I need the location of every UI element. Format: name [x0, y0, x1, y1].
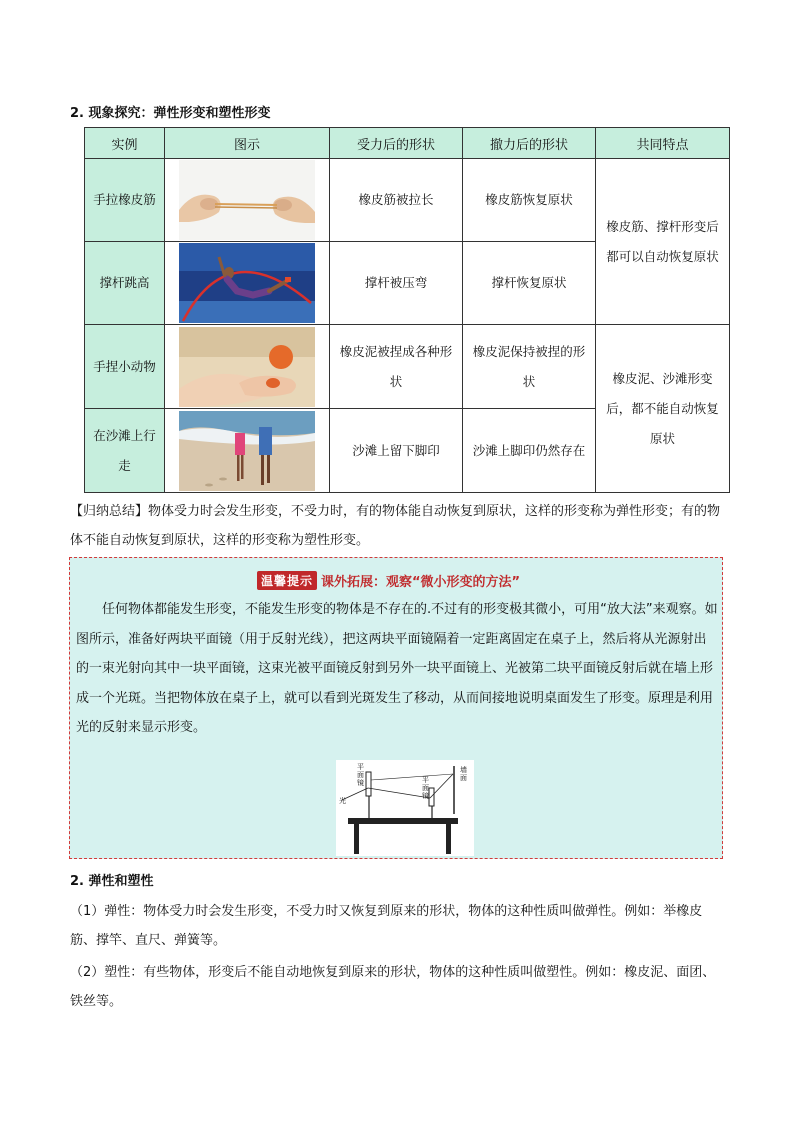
light-label: 光 — [339, 797, 346, 805]
tip-title — [257, 571, 520, 590]
image-cell — [165, 242, 330, 325]
section-heading: 2. 弹性和塑性 — [70, 874, 154, 889]
tip-box — [69, 557, 723, 859]
after-force-cell: 橡皮泥被捏成各种形状 — [330, 325, 463, 409]
after-force-cell: 撑杆被压弯 — [330, 242, 463, 325]
elasticity-paragraph: （1）弹性：物体受力时会发生形变，不受力时又恢复到原来的形状，物体的这种性质叫做弹性。例如：举橡皮筋、撑竿、直尺、弹簧等。 — [70, 904, 703, 948]
hands-stretching-rubber-band-photo — [179, 160, 315, 240]
tip-title-text: 课外拓展：观察“微小形变的方法” — [321, 575, 521, 590]
table-header-row — [85, 128, 730, 159]
after-release-cell: 橡皮泥保持被捏的形状 — [463, 325, 596, 409]
after-force-cell: 橡皮筋被拉长 — [330, 159, 463, 242]
example-cell: 撑杆跳高 — [85, 242, 165, 325]
pole-vault-photo — [179, 243, 315, 323]
table-header: 实例 — [85, 128, 165, 159]
image-cell — [165, 409, 330, 493]
table-row — [85, 325, 730, 409]
tip-badge: 温馨提示 — [257, 571, 317, 590]
table-row — [85, 159, 730, 242]
after-release-cell: 撑杆恢复原状 — [463, 242, 596, 325]
table-header: 共同特点 — [596, 128, 730, 159]
image-cell — [165, 159, 330, 242]
section-heading: 2. 现象探究：弹性形变和塑性形变 — [70, 106, 271, 121]
after-release-cell: 沙滩上脚印仍然存在 — [463, 409, 596, 493]
image-cell — [165, 325, 330, 409]
phenomenon-table — [84, 127, 730, 493]
mirror2-label: 平面镜 — [422, 776, 429, 800]
summary-paragraph: 【归纳总结】物体受力时会发生形变，不受力时，有的物体能自动恢复到原状，这样的形变称为弹性形变；有的物体不能自动恢复到原状，这样的形变称为塑性形变。 — [70, 504, 721, 548]
after-release-cell: 橡皮筋恢复原状 — [463, 159, 596, 242]
table-header: 撤力后的形状 — [463, 128, 596, 159]
mirror1-label: 平面镜 — [357, 763, 364, 787]
example-cell: 手捏小动物 — [85, 325, 165, 409]
common-feature-cell: 橡皮筋、撑杆形变后都可以自动恢复原状 — [596, 159, 730, 325]
after-force-cell: 沙滩上留下脚印 — [330, 409, 463, 493]
plasticity-paragraph: （2）塑性：有些物体，形变后不能自动地恢复到原来的形状，物体的这种性质叫做塑性。例如：橡皮泥、面团、铁丝等。 — [70, 965, 716, 1009]
hands-shaping-plasticine-photo — [179, 327, 315, 407]
example-cell: 手拉橡皮筋 — [85, 159, 165, 242]
wall-label: 墙面 — [460, 766, 467, 782]
tip-body: 任何物体都能发生形变，不能发生形变的物体是不存在的.不过有的形变极其微小，可用“放大法”来观察。如图所示，准备好两块平面镜（用于反射光线），把这两块平面镜隔着一定距离固定在桌子上，然后将从光源射出的一束光射向其中一块平面镜，这束光被平面镜反射到另外一块平面镜上、光被第二块平面镜反射后就在墙上形成一个光斑。当把物体放在桌子上，就可以看到光斑发生了移动，从而间接地说明桌面发生了形变。原理是利用光的反射来显示形变。 — [76, 602, 718, 736]
common-feature-cell: 橡皮泥、沙滩形变后，都不能自动恢复原状 — [596, 325, 730, 493]
table-header: 图示 — [165, 128, 330, 159]
mirror-diagram — [336, 760, 474, 856]
walking-on-beach-photo — [179, 411, 315, 491]
table-header: 受力后的形状 — [330, 128, 463, 159]
example-cell: 在沙滩上行走 — [85, 409, 165, 493]
